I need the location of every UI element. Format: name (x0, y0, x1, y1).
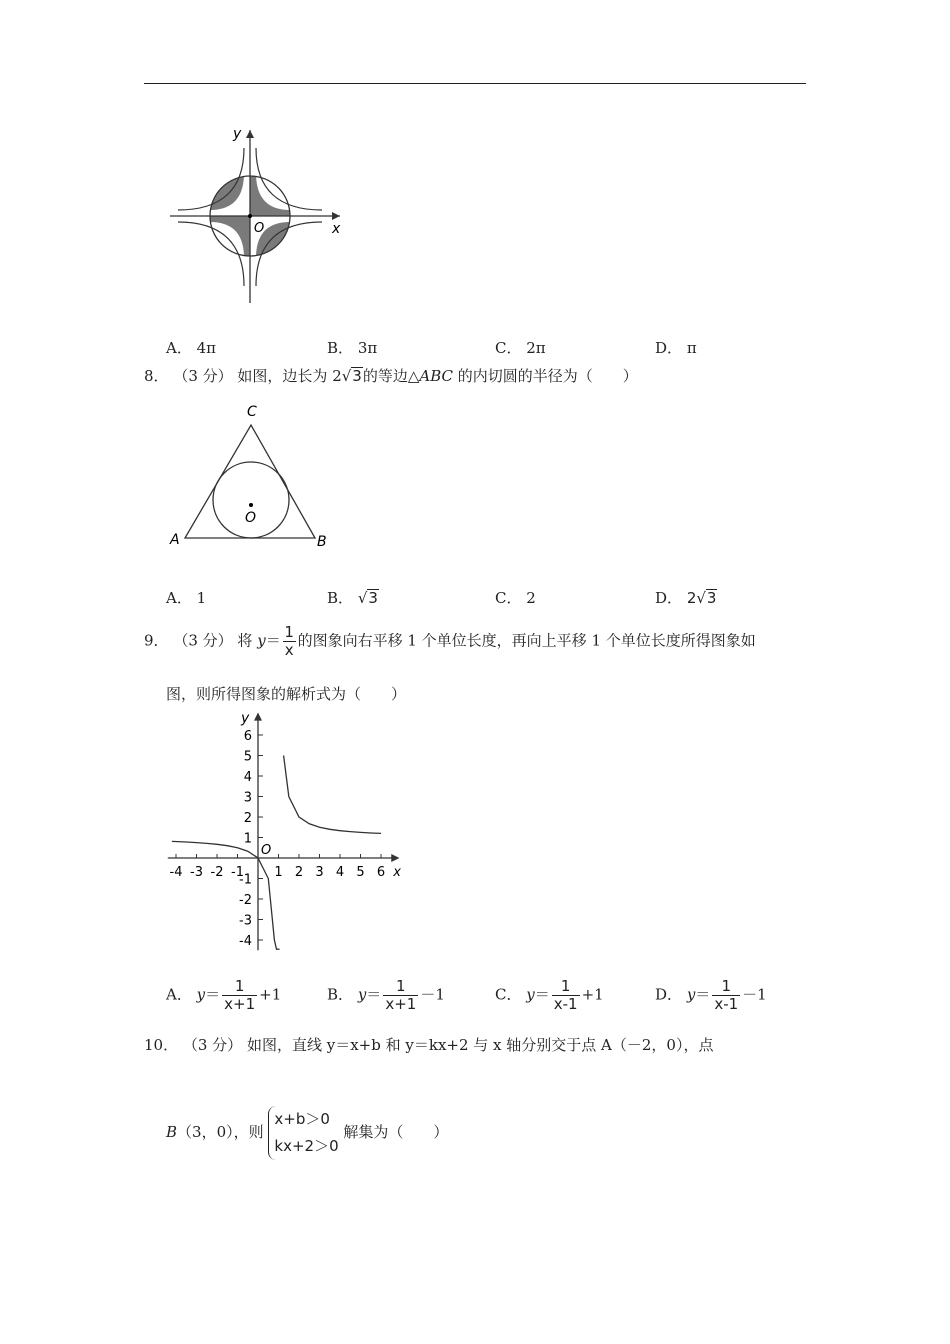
q9-option-c[interactable]: C． y＝ $\frac{1}{x-1}$ +1 (495, 977, 604, 1013)
q8-option-d[interactable]: D． 2√3 (655, 589, 717, 607)
q9-fraction: $\frac{1}{x}$ (284, 623, 294, 659)
q9-y-tick-label: -3 (239, 913, 252, 929)
q9-y-axis-label: y (241, 710, 250, 727)
q9-y-tick-label: -2 (239, 893, 252, 908)
q10-inequality-system: x+b＞0 kx+2＞0 (268, 1106, 338, 1160)
q9-x-arrow (391, 854, 399, 862)
q9-y-tick-label: 4 (243, 770, 252, 785)
q9-x-tick-label: -3 (190, 865, 203, 880)
q7-origin-label: O (254, 221, 265, 236)
q9-y-tick-label: -1 (239, 872, 252, 888)
q8-abc: ABC (419, 367, 454, 385)
q7-option-a[interactable]: A． 4π (166, 339, 217, 357)
q9-number: 9． (144, 631, 169, 650)
q8-stem: 8． （3 分） 如图，边长为 2√3的等边△ABC 的内切圆的半径为（ ） (144, 367, 638, 385)
q7-x-label: x (332, 221, 341, 237)
q7-y-label: y (233, 126, 242, 142)
q9-stem: 9． （3 分） 将 y＝ $\frac{1}{x}$ 的图象向右平移 1 个单位长度，再向上平移 1 个单位长度所得图象如 (144, 623, 756, 659)
q9-text2: 的图象向右平移 1 个单位长度，再向上平移 1 个单位长度所得图象如 (297, 631, 756, 650)
q9-x-tick-label: 3 (315, 865, 324, 880)
q8-label-a: A (170, 532, 180, 548)
header-rule (144, 83, 806, 84)
q9-x-tick-label: -2 (210, 865, 224, 880)
q10-stem (144, 1035, 713, 1055)
q9-x-axis-label: x (393, 865, 402, 880)
q8-number: 8． (144, 367, 169, 385)
q8-label-o: O (245, 510, 257, 526)
q9-x-tick-label: 1 (274, 865, 283, 880)
q9-x-tick-label: -1 (231, 865, 244, 880)
q8-figure (165, 400, 335, 550)
q9-y-tick-label: -4 (239, 934, 252, 949)
q8-radicand: 3 (352, 367, 362, 385)
q9-y-tick-label: 2 (243, 811, 252, 826)
q9-option-d[interactable]: D． y＝ $\frac{1}{x-1}$ －1 (655, 977, 767, 1013)
q8-label-c: C (247, 404, 257, 420)
q8-option-c[interactable]: C． 2 (495, 589, 536, 607)
q9-x-tick-label: 4 (335, 865, 345, 880)
q9-y-tick-label: 3 (243, 790, 252, 806)
q7-option-d[interactable]: D． π (655, 339, 697, 357)
q9-option-a[interactable]: A． y＝ $\frac{1}{x+1}$ +1 (166, 977, 282, 1013)
q7-option-b[interactable]: B． 3π (327, 339, 378, 357)
q9-x-tick-label: -4 (169, 865, 183, 880)
q8-label-b: B (317, 534, 327, 550)
q9-y-tick-label: 6 (243, 729, 252, 744)
q8-text-after: 的内切圆的半径为（ ） (453, 367, 638, 385)
q9-x-tick-label: 2 (294, 865, 304, 880)
q9-option-b[interactable]: B． y＝ $\frac{1}{x+1}$ －1 (327, 977, 445, 1013)
q9-x-tick-label: 6 (376, 865, 386, 880)
q9-origin-label: O (261, 843, 272, 858)
q9-y-arrow (254, 712, 262, 720)
q8-score: （3 分） (173, 367, 233, 385)
q9-y-tick-label: 5 (243, 749, 252, 765)
q10-line2: B（3，0），则 x+b＞0 kx+2＞0 解集为（ ） (166, 1105, 448, 1160)
q7-figure (160, 118, 360, 308)
q9-x-tick-label: 5 (356, 865, 365, 880)
q9-chart (160, 705, 410, 955)
q9-series-branch-2 (284, 756, 381, 834)
q10-text: 如图，直线 y＝x+b 和 y＝kx+2 与 x 轴分别交于点 A（－2，0），点 (246, 1036, 714, 1054)
q10-number: 10． (144, 1036, 179, 1054)
q8-text-mid: 的等边△ (362, 367, 420, 385)
q8-option-a[interactable]: A． 1 (166, 589, 207, 607)
q10-score: （3 分） (182, 1036, 243, 1054)
q8-option-b[interactable]: B． √3 (327, 589, 378, 607)
q9-y-tick-label: 1 (243, 831, 252, 847)
q7-option-c[interactable]: C． 2π (495, 339, 546, 357)
q8-text-before: 如图，边长为 2 (237, 367, 342, 385)
q9-score: （3 分） (173, 631, 233, 650)
q9-line2: 图，则所得图象的解析式为（ ） (166, 685, 407, 703)
